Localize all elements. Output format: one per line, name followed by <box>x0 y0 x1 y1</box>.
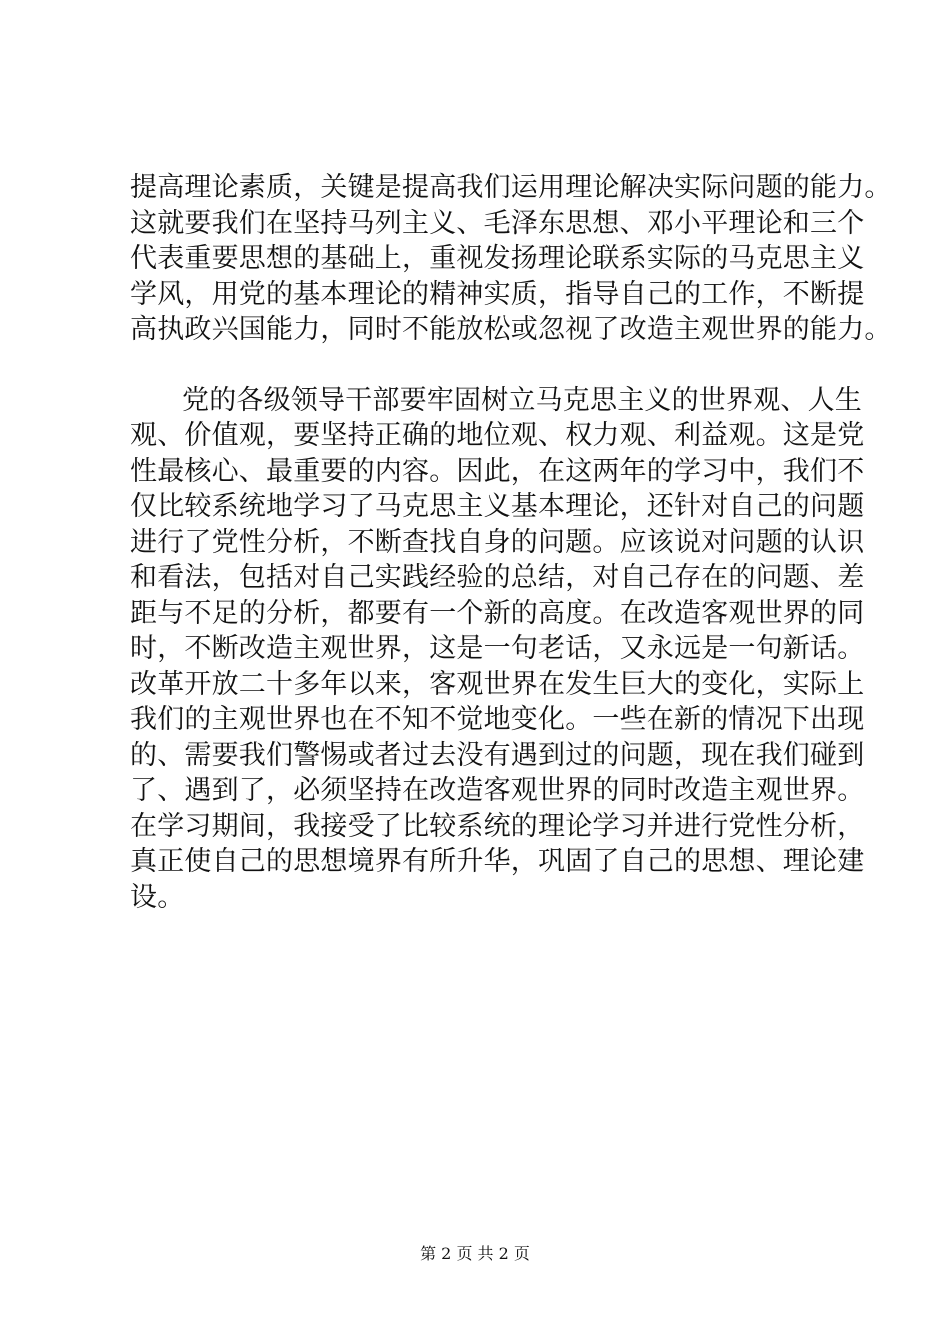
text-line: 我们的主观世界也在不知不觉地变化。一些在新的情况下出现 <box>130 704 865 735</box>
text-line: 的、需要我们警惕或者过去没有遇到过的问题，现在我们碰到 <box>130 739 865 771</box>
text-line: 和看法，包括对自己实践经验的总结，对自己存在的问题、差 <box>130 562 865 593</box>
paragraph-2 <box>130 383 865 916</box>
text-line: 设。 <box>130 881 185 913</box>
document-body <box>130 170 892 915</box>
text-line: 真正使自己的思想境界有所升华，巩固了自己的思想、理论建 <box>130 846 865 877</box>
text-line: 距与不足的分析，都要有一个新的高度。在改造客观世界的同 <box>130 597 865 629</box>
text-line: 性最核心、最重要的内容。因此，在这两年的学习中，我们不 <box>130 455 865 487</box>
text-line: 在学习期间，我接受了比较系统的理论学习并进行党性分析， <box>130 810 865 842</box>
text-line: 观、价值观，要坚持正确的地位观、权力观、利益观。这是党 <box>130 420 865 451</box>
text-line: 了、遇到了，必须坚持在改造客观世界的同时改造主观世界。 <box>130 775 865 806</box>
page-footer: 第 2 页 共 2 页 <box>420 1244 530 1263</box>
text-line: 这就要我们在坚持马列主义、毛泽东思想、邓小平理论和三个 <box>130 207 865 239</box>
paragraph-spacer <box>130 348 850 383</box>
text-line: 学风，用党的基本理论的精神实质，指导自己的工作，不断提 <box>130 278 865 310</box>
text-line: 时，不断改造主观世界，这是一句老话，又永远是一句新话。 <box>130 633 865 664</box>
text-line: 提高理论素质，关键是提高我们运用理论解决实际问题的能力。 <box>130 172 892 203</box>
text-line: 进行了党性分析，不断查找自身的问题。应该说对问题的认识 <box>130 526 865 558</box>
text-line: 仅比较系统地学习了马克思主义基本理论，还针对自己的问题 <box>130 491 865 522</box>
text-line: 代表重要思想的基础上，重视发扬理论联系实际的马克思主义 <box>130 243 865 274</box>
text-line: 高执政兴国能力，同时不能放松或忽视了改造主观世界的能力。 <box>130 314 892 345</box>
paragraph-1 <box>130 170 892 348</box>
text-line: 改革开放二十多年以来，客观世界在发生巨大的变化，实际上 <box>130 668 865 700</box>
text-line: 党的各级领导干部要牢固树立马克思主义的世界观、人生 <box>182 384 862 416</box>
